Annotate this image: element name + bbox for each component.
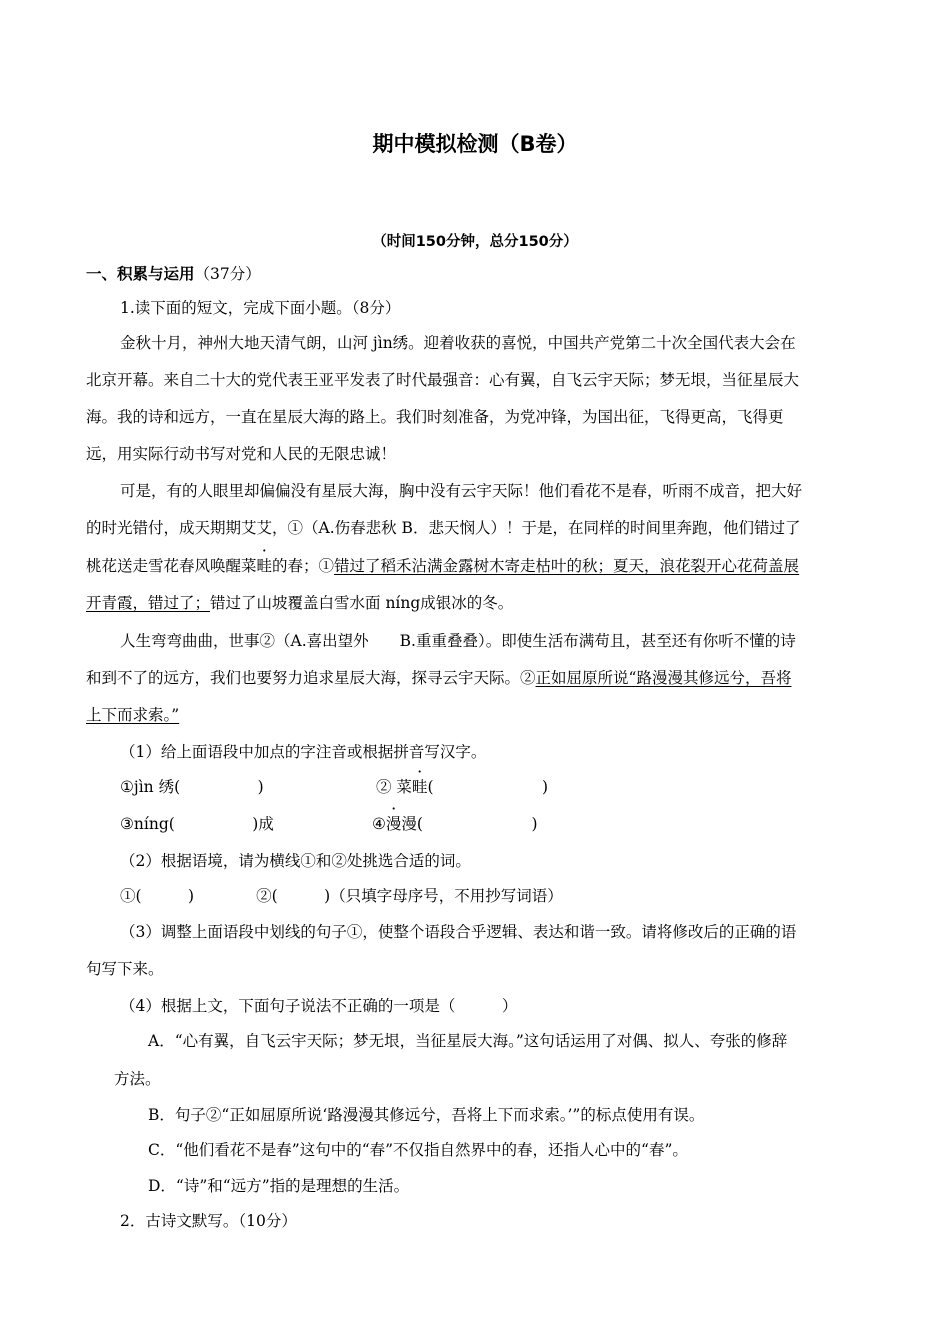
passage-line [86, 705, 179, 725]
section-score: （37分） [194, 265, 261, 283]
dotted-char: 漫 [385, 815, 402, 833]
underlined-sentence: 上下而求索。” [86, 706, 180, 724]
section-heading [86, 264, 261, 284]
passage-line: 海。我的诗和远方，一直在星辰大海的路上。我们时刻准备，为党冲锋，为国出征，飞得更高，飞得更 [86, 408, 784, 426]
answer-blank-1: ①jìn 绣( ) [120, 778, 264, 796]
sub-question-2-prompt: （2）根据语境，请为横线①和②处挑选合适的词。 [120, 852, 471, 870]
question-1-prompt: 1.读下面的短文，完成下面小题。（8分） [120, 299, 401, 317]
text-run: 错过了山坡覆盖白雪水面 níng成银冰的冬。 [210, 594, 514, 612]
option-c: C．“他们看花不是春”这句中的“春”不仅指自然界中的春，还指人心中的“春”。 [148, 1141, 688, 1159]
dotted-char: 畦 [256, 557, 273, 575]
text-run: ② 菜 [376, 778, 412, 796]
doc-subtitle: （时间150分钟，总分150分） [372, 234, 578, 250]
passage-line [86, 668, 791, 688]
text-run: ④ [372, 815, 386, 833]
option-a-cont: 方法。 [114, 1070, 161, 1088]
text-run: 的春；① [272, 557, 335, 575]
sub-question-1-prompt: （1）给上面语段中加点的字注音或根据拼音写汉字。 [120, 743, 487, 761]
underlined-sentence: 正如屈原所说“路漫漫其修远兮，吾将 [535, 669, 792, 687]
sub-question-3-prompt-cont: 句写下来。 [86, 960, 164, 978]
option-b: B．句子②“正如屈原所说‘路漫漫其修远兮，吾将上下而求索。’”的标点使用有误。 [148, 1106, 705, 1124]
sub-question-3-prompt: （3）调整上面语段中划线的句子①，使整个语段合乎逻辑、表达和谐一致。请将修改后的正确的语 [120, 923, 797, 941]
sub-question-2-answer: ①( ) ②( )（只填字母序号，不用抄写词语） [120, 887, 563, 905]
answer-blank-2 [376, 777, 548, 797]
underlined-sentence: 错过了稻禾沾满金露树木寄走枯叶的秋；夏天，浪花裂开心花荷盖展 [334, 557, 800, 575]
passage-line [86, 593, 513, 613]
text-run: 漫( ) [401, 815, 538, 833]
underlined-sentence: 开青霞，错过了； [86, 594, 211, 612]
option-d: D．“诗”和“远方”指的是理想的生活。 [148, 1177, 410, 1195]
text-run: ( ) [427, 778, 549, 796]
section-title: 一、积累与运用 [86, 265, 195, 283]
text-run: 和到不了的远方，我们也要努力追求星辰大海，探寻云宇天际。② [86, 669, 536, 687]
passage-line: 北京开幕。来自二十大的党代表王亚平发表了时代最强音：心有翼，自飞云宇天际；梦无垠，当征星辰大 [86, 371, 800, 389]
option-a: A．“心有翼，自飞云宇天际；梦无垠，当征星辰大海。”这句话运用了对偶、拟人、夸张的修辞 [148, 1032, 788, 1050]
passage-line: 可是，有的人眼里却偏偏没有星辰大海，胸中没有云宇天际！他们看花不是春，听雨不成音，把大好 [120, 482, 803, 500]
passage-line: 金秋十月，神州大地天清气朗，山河 jìn绣。迎着收获的喜悦，中国共产党第二十次全国代表大会在 [120, 334, 796, 352]
dotted-char: 畦 [411, 778, 428, 796]
answer-blank-3: ③níng( )成 [120, 815, 274, 833]
passage-line: 远，用实际行动书写对党和人民的无限忠诚！ [86, 445, 397, 463]
doc-title: 期中模拟检测（B卷） [372, 132, 578, 156]
answer-blank-4 [372, 814, 538, 834]
passage-line [86, 556, 799, 576]
question-2-prompt: 2．古诗文默写。（10分） [120, 1212, 297, 1230]
text-run: 桃花送走雪花春风唤醒菜 [86, 557, 257, 575]
passage-line: 的时光错付，成天期期艾艾，①（A.伤春悲秋 B．悲天悯人）！于是，在同样的时间里奔跑，他们错过了 [86, 519, 801, 537]
sub-question-4-prompt: （4）根据上文，下面句子说法不正确的一项是（ ） [120, 997, 518, 1015]
passage-line: 人生弯弯曲曲，世事②（A.喜出望外 B.重重叠叠）。即使生活布满苟且，甚至还有你听不懂的诗 [120, 632, 796, 650]
